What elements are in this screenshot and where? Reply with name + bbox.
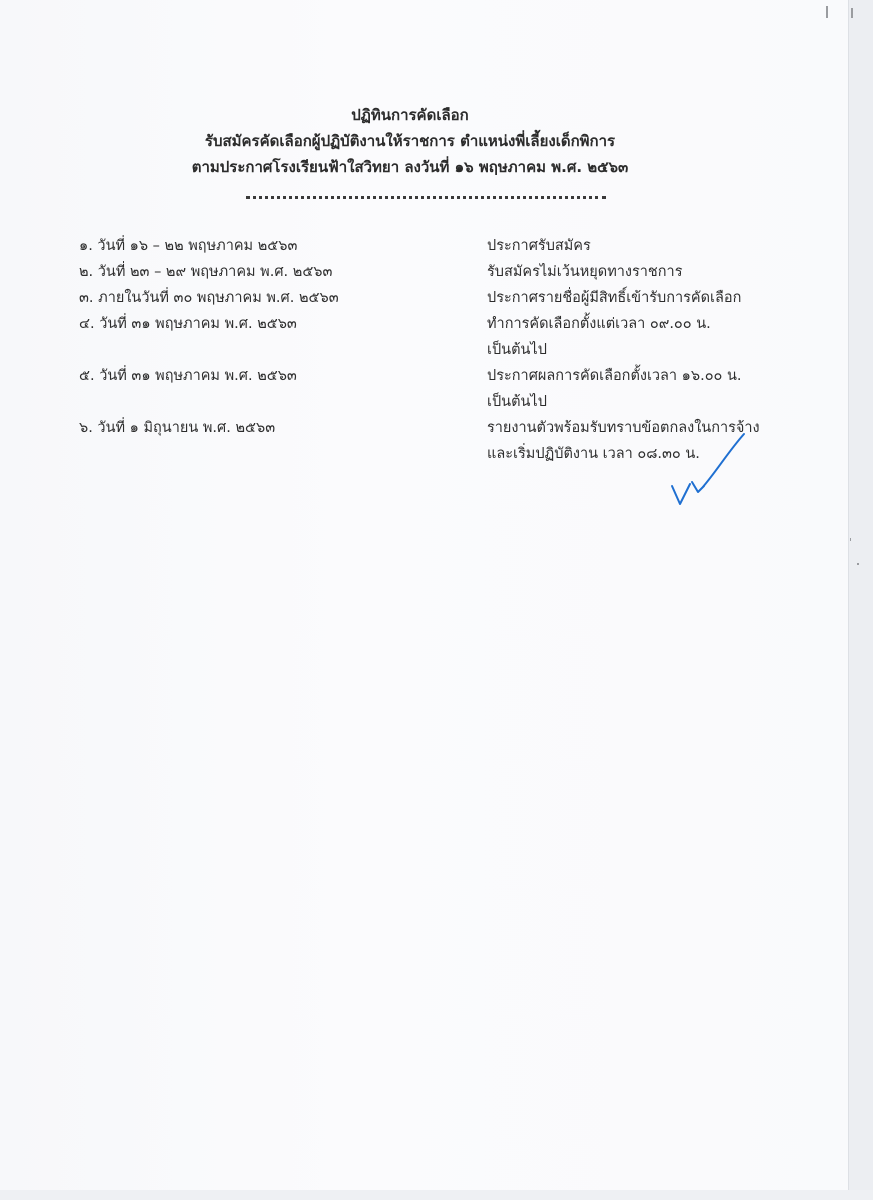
- schedule-activity-5: [487, 363, 742, 415]
- schedule-activity-4: [487, 311, 711, 363]
- schedule-activity-3: [487, 285, 741, 311]
- activity-line: รับสมัครไม่เว้นหยุดทางราชการ: [487, 264, 683, 280]
- scan-speck: [850, 538, 851, 541]
- scan-speck: [857, 563, 859, 565]
- calendar-title: [0, 102, 820, 180]
- title-line-2: รับสมัครคัดเลือกผู้ปฏิบัติงานให้ราชการ ตำแหน่งพี่เลี้ยงเด็กพิการ: [204, 132, 616, 150]
- schedule-activity-1: [487, 233, 591, 259]
- scan-edge-right: [848, 0, 873, 1200]
- activity-line: ประกาศผลการคัดเลือกตั้งเวลา ๑๖.๐๐ น.: [487, 368, 742, 384]
- activity-line: เป็นต้นไป: [487, 342, 547, 358]
- schedule-activity-2: [487, 259, 682, 285]
- activity-line: และเริ่มปฏิบัติงาน เวลา ๐๘.๓๐ น.: [487, 446, 700, 462]
- schedule-date-3: ๓. ภายในวันที่ ๓๐ พฤษภาคม พ.ศ. ๒๕๖๓: [79, 290, 339, 306]
- schedule-date-5: ๕. วันที่ ๓๑ พฤษภาคม พ.ศ. ๒๕๖๓: [79, 368, 297, 384]
- schedule-date-4: ๔. วันที่ ๓๑ พฤษภาคม พ.ศ. ๒๕๖๓: [79, 316, 297, 332]
- dotted-divider: [246, 196, 606, 199]
- schedule-date-6: ๖. วันที่ ๑ มิถุนายน พ.ศ. ๒๕๖๓: [79, 420, 276, 436]
- signature-mark: [668, 430, 748, 510]
- activity-line: ประกาศรายชื่อผู้มีสิทธิ์เข้ารับการคัดเลือก: [487, 290, 742, 306]
- activity-line: รายงานตัวพร้อมรับทราบข้อตกลงในการจ้าง: [487, 420, 760, 436]
- scan-speck: [826, 6, 828, 18]
- schedule-date-1: ๑. วันที่ ๑๖ – ๒๒ พฤษภาคม ๒๕๖๓: [79, 238, 298, 254]
- title-line-1: ปฏิทินการคัดเลือก: [351, 106, 469, 124]
- signature-stroke: [672, 434, 744, 504]
- title-line-3: ตามประกาศโรงเรียนฟ้าใสวิทยา ลงวันที่ ๑๖ พฤษภาคม พ.ศ. ๒๕๖๓: [191, 158, 629, 176]
- activity-line: เป็นต้นไป: [487, 394, 547, 410]
- schedule-date-2: ๒. วันที่ ๒๓ – ๒๙ พฤษภาคม พ.ศ. ๒๕๖๓: [79, 264, 333, 280]
- scan-edge-bottom: [0, 1190, 873, 1200]
- scan-speck: [851, 8, 853, 18]
- activity-line: ประกาศรับสมัคร: [487, 238, 591, 254]
- activity-line: ทำการคัดเลือกตั้งแต่เวลา ๐๙.๐๐ น.: [487, 316, 711, 332]
